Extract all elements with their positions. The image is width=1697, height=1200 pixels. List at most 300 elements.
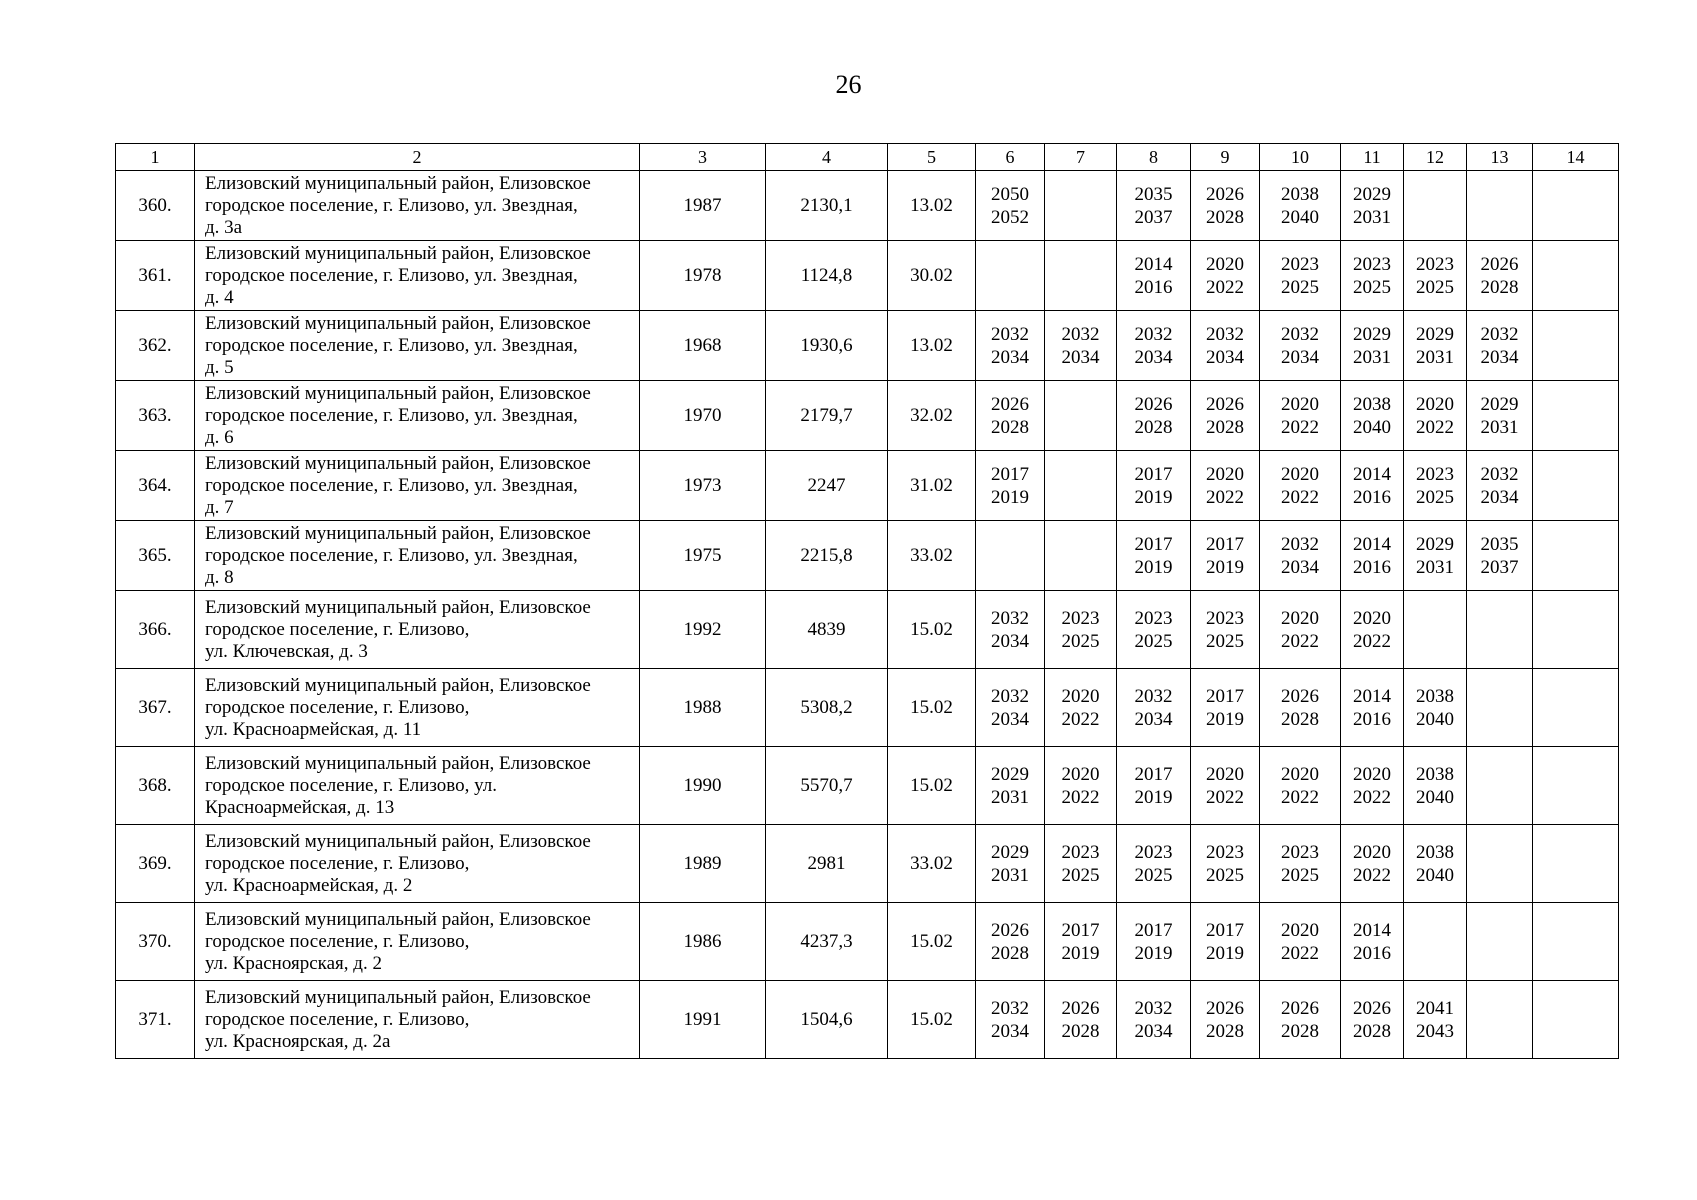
- period-start-year: 2014: [1353, 463, 1391, 485]
- column-header: 10: [1260, 144, 1341, 171]
- period-start-year: 2020: [1416, 393, 1454, 415]
- period-years: [1481, 393, 1519, 439]
- period-cell: [1191, 311, 1260, 381]
- period-end-year: 2019: [1134, 556, 1173, 578]
- code-cell: 13.02: [888, 311, 976, 381]
- table-row: [116, 171, 1619, 241]
- period-years: [1135, 533, 1173, 579]
- period-years: [1353, 919, 1391, 965]
- row-number-cell: 362.: [116, 311, 195, 381]
- area-cell: 5308,2: [766, 669, 888, 747]
- period-cell: [1117, 521, 1191, 591]
- period-cell: [1117, 981, 1191, 1059]
- period-years: [1062, 919, 1100, 965]
- period-cell: [1341, 825, 1404, 903]
- period-end-year: 2028: [1281, 708, 1319, 730]
- period-start-year: 2038: [1281, 183, 1319, 205]
- period-cell: [1341, 451, 1404, 521]
- period-years: [1206, 841, 1244, 887]
- period-start-year: 2017: [1206, 919, 1244, 941]
- period-years: [1416, 463, 1454, 509]
- period-start-year: 2032: [991, 997, 1029, 1019]
- period-start-year: 2017: [1134, 533, 1173, 555]
- address-line: Елизовский муниципальный район, Елизовское: [205, 596, 591, 618]
- year-built-cell: 1970: [640, 381, 766, 451]
- period-years: [1416, 253, 1454, 299]
- row-number-cell: 367.: [116, 669, 195, 747]
- period-end-year: 2019: [1206, 556, 1244, 578]
- period-end-year: 2019: [1134, 942, 1173, 964]
- period-years: [1481, 323, 1519, 369]
- period-start-year: 2026: [1061, 997, 1100, 1019]
- period-start-year: 2020: [1281, 607, 1319, 629]
- address-cell: [195, 521, 640, 591]
- period-cell: [1260, 171, 1341, 241]
- period-years: [1481, 533, 1519, 579]
- period-cell: [1045, 903, 1117, 981]
- code-cell: 15.02: [888, 981, 976, 1059]
- period-start-year: 2032: [991, 607, 1029, 629]
- period-end-year: 2034: [991, 708, 1029, 730]
- period-cell: [1467, 381, 1533, 451]
- period-years: [1281, 685, 1319, 731]
- year-built-cell: 1986: [640, 903, 766, 981]
- period-cell: [1533, 669, 1619, 747]
- period-years: [1481, 253, 1519, 299]
- period-cell: [1341, 669, 1404, 747]
- period-start-year: 2026: [1134, 393, 1173, 415]
- period-end-year: 2031: [1353, 346, 1391, 368]
- code-cell: 13.02: [888, 171, 976, 241]
- period-start-year: 2023: [1281, 253, 1319, 275]
- period-end-year: 2022: [1281, 786, 1319, 808]
- period-end-year: 2025: [1206, 864, 1244, 886]
- period-cell: [1045, 311, 1117, 381]
- period-start-year: 2038: [1416, 841, 1454, 863]
- address-cell: [195, 825, 640, 903]
- column-header: 3: [640, 144, 766, 171]
- period-start-year: 2023: [1134, 841, 1173, 863]
- address-line: городское поселение, г. Елизово,: [205, 618, 470, 640]
- period-start-year: 2035: [1134, 183, 1173, 205]
- column-header: 9: [1191, 144, 1260, 171]
- period-start-year: 2026: [1281, 685, 1319, 707]
- period-cell: [1404, 311, 1467, 381]
- area-cell: 2215,8: [766, 521, 888, 591]
- row-number-cell: 369.: [116, 825, 195, 903]
- period-end-year: 2019: [1206, 708, 1244, 730]
- address-line: д. 5: [205, 356, 234, 378]
- period-cell: [976, 451, 1045, 521]
- column-header: 4: [766, 144, 888, 171]
- period-end-year: 2034: [1281, 556, 1319, 578]
- period-start-year: 2020: [1281, 919, 1319, 941]
- area-cell: 2130,1: [766, 171, 888, 241]
- period-cell: [1467, 903, 1533, 981]
- address-line: д. 4: [205, 286, 234, 308]
- period-cell: [1341, 381, 1404, 451]
- period-years: [1416, 323, 1454, 369]
- period-years: [1281, 533, 1319, 579]
- period-start-year: 2026: [991, 393, 1029, 415]
- period-years: [1353, 533, 1391, 579]
- period-end-year: 2028: [1206, 206, 1244, 228]
- period-years: [1135, 997, 1173, 1043]
- period-end-year: 2034: [1206, 346, 1244, 368]
- period-cell: [1404, 669, 1467, 747]
- period-start-year: 2029: [1416, 533, 1454, 555]
- period-end-year: 2028: [991, 416, 1029, 438]
- period-years: [1281, 919, 1319, 965]
- period-end-year: 2022: [1206, 786, 1244, 808]
- period-cell: [976, 241, 1045, 311]
- year-built-cell: 1989: [640, 825, 766, 903]
- period-cell: [1260, 311, 1341, 381]
- period-years: [1135, 323, 1173, 369]
- year-built-cell: 1987: [640, 171, 766, 241]
- table-row: [116, 903, 1619, 981]
- period-cell: [1533, 311, 1619, 381]
- period-cell: [1404, 171, 1467, 241]
- period-end-year: 2016: [1353, 942, 1391, 964]
- period-end-year: 2016: [1134, 276, 1173, 298]
- period-start-year: 2023: [1061, 841, 1100, 863]
- period-start-year: 2020: [1281, 463, 1319, 485]
- period-start-year: 2017: [1206, 533, 1244, 555]
- address-line: ул. Красноярская, д. 2: [205, 952, 382, 974]
- period-cell: [1260, 903, 1341, 981]
- period-years: [1135, 607, 1173, 653]
- period-end-year: 2034: [1134, 1020, 1173, 1042]
- period-start-year: 2029: [1353, 183, 1391, 205]
- period-cell: [1341, 747, 1404, 825]
- period-end-year: 2025: [1416, 486, 1454, 508]
- address-cell: [195, 981, 640, 1059]
- period-cell: [1404, 747, 1467, 825]
- period-start-year: 2020: [1281, 393, 1319, 415]
- column-header: 11: [1341, 144, 1404, 171]
- period-cell: [1467, 747, 1533, 825]
- period-end-year: 2025: [1416, 276, 1454, 298]
- period-years: [1353, 253, 1391, 299]
- period-start-year: 2017: [1134, 919, 1173, 941]
- period-end-year: 2022: [1206, 486, 1244, 508]
- period-years: [1062, 323, 1100, 369]
- period-start-year: 2038: [1416, 763, 1454, 785]
- period-end-year: 2022: [1353, 630, 1391, 652]
- period-years: [1206, 533, 1244, 579]
- period-end-year: 2025: [1281, 864, 1319, 886]
- address-line: городское поселение, г. Елизово, ул. Звездная,: [205, 264, 578, 286]
- period-years: [1281, 841, 1319, 887]
- period-cell: [1341, 311, 1404, 381]
- period-start-year: 2029: [1353, 323, 1391, 345]
- period-start-year: 2017: [1061, 919, 1100, 941]
- area-cell: 2179,7: [766, 381, 888, 451]
- period-cell: [1533, 747, 1619, 825]
- address-cell: [195, 591, 640, 669]
- table-row: [116, 381, 1619, 451]
- period-cell: [1191, 825, 1260, 903]
- period-cell: [976, 903, 1045, 981]
- table-row: [116, 747, 1619, 825]
- period-end-year: 2022: [1416, 416, 1454, 438]
- period-cell: [1467, 451, 1533, 521]
- period-cell: [1467, 825, 1533, 903]
- period-start-year: 2017: [1134, 763, 1173, 785]
- period-start-year: 2032: [1480, 463, 1519, 485]
- address-line: Елизовский муниципальный район, Елизовское: [205, 674, 591, 696]
- address-line: д. 3а: [205, 216, 243, 238]
- period-end-year: 2019: [1134, 786, 1173, 808]
- period-start-year: 2023: [1416, 463, 1454, 485]
- period-start-year: 2032: [1134, 997, 1173, 1019]
- period-start-year: 2026: [1480, 253, 1519, 275]
- period-years: [1281, 763, 1319, 809]
- period-end-year: 2040: [1416, 786, 1454, 808]
- period-start-year: 2035: [1480, 533, 1519, 555]
- period-cell: [1341, 241, 1404, 311]
- period-years: [1416, 997, 1454, 1043]
- period-end-year: 2031: [1353, 206, 1391, 228]
- code-cell: 15.02: [888, 669, 976, 747]
- address-line: Красноармейская, д. 13: [205, 796, 395, 818]
- period-end-year: 2019: [1206, 942, 1244, 964]
- period-years: [1353, 607, 1391, 653]
- period-start-year: 2023: [1061, 607, 1100, 629]
- period-start-year: 2026: [1353, 997, 1391, 1019]
- period-cell: [1117, 591, 1191, 669]
- period-cell: [1191, 241, 1260, 311]
- period-cell: [1260, 381, 1341, 451]
- period-end-year: 2031: [1480, 416, 1519, 438]
- period-cell: [1191, 981, 1260, 1059]
- period-cell: [1404, 903, 1467, 981]
- period-years: [1062, 841, 1100, 887]
- column-header: 5: [888, 144, 976, 171]
- period-start-year: 2014: [1353, 919, 1391, 941]
- period-years: [991, 763, 1029, 809]
- period-end-year: 2025: [1206, 630, 1244, 652]
- period-end-year: 2025: [1061, 864, 1100, 886]
- period-cell: [1045, 825, 1117, 903]
- period-cell: [1404, 521, 1467, 591]
- period-years: [1353, 763, 1391, 809]
- period-start-year: 2026: [1206, 183, 1244, 205]
- period-cell: [1191, 171, 1260, 241]
- period-start-year: 2029: [991, 841, 1029, 863]
- period-end-year: 2052: [991, 206, 1029, 228]
- period-cell: [1045, 747, 1117, 825]
- period-end-year: 2031: [1416, 556, 1454, 578]
- address-line: городское поселение, г. Елизово, ул. Звездная,: [205, 474, 578, 496]
- address-cell: [195, 381, 640, 451]
- period-years: [1481, 463, 1519, 509]
- period-end-year: 2025: [1134, 630, 1173, 652]
- period-cell: [1117, 451, 1191, 521]
- period-end-year: 2025: [1061, 630, 1100, 652]
- area-cell: 5570,7: [766, 747, 888, 825]
- code-cell: 33.02: [888, 521, 976, 591]
- period-end-year: 2040: [1281, 206, 1319, 228]
- period-end-year: 2016: [1353, 708, 1391, 730]
- period-cell: [1117, 381, 1191, 451]
- period-years: [991, 919, 1029, 965]
- period-cell: [1341, 521, 1404, 591]
- period-years: [1281, 323, 1319, 369]
- period-cell: [1533, 451, 1619, 521]
- period-end-year: 2034: [991, 630, 1029, 652]
- address-line: городское поселение, г. Елизово, ул. Звездная,: [205, 544, 578, 566]
- period-years: [991, 183, 1029, 229]
- period-cell: [1045, 591, 1117, 669]
- period-end-year: 2037: [1480, 556, 1519, 578]
- period-end-year: 2028: [1281, 1020, 1319, 1042]
- period-start-year: 2020: [1206, 253, 1244, 275]
- address-line: Елизовский муниципальный район, Елизовское: [205, 908, 591, 930]
- year-built-cell: 1988: [640, 669, 766, 747]
- period-years: [991, 323, 1029, 369]
- address-line: Елизовский муниципальный район, Елизовское: [205, 172, 591, 194]
- period-cell: [1045, 241, 1117, 311]
- period-years: [1135, 183, 1173, 229]
- register-table: [115, 143, 1619, 1059]
- period-cell: [1467, 311, 1533, 381]
- period-end-year: 2028: [1353, 1020, 1391, 1042]
- table-row: [116, 825, 1619, 903]
- period-cell: [1260, 521, 1341, 591]
- period-end-year: 2043: [1416, 1020, 1454, 1042]
- address-line: городское поселение, г. Елизово, ул. Звездная,: [205, 334, 578, 356]
- period-years: [1416, 763, 1454, 809]
- period-years: [1353, 997, 1391, 1043]
- table-row: [116, 311, 1619, 381]
- column-header: 8: [1117, 144, 1191, 171]
- address-line: Елизовский муниципальный район, Елизовское: [205, 522, 591, 544]
- period-end-year: 2028: [1061, 1020, 1100, 1042]
- period-cell: [1404, 825, 1467, 903]
- period-end-year: 2028: [1206, 416, 1244, 438]
- period-years: [991, 393, 1029, 439]
- period-end-year: 2019: [991, 486, 1029, 508]
- period-cell: [1117, 241, 1191, 311]
- period-end-year: 2022: [1281, 630, 1319, 652]
- period-cell: [1341, 591, 1404, 669]
- period-cell: [1191, 903, 1260, 981]
- period-end-year: 2025: [1281, 276, 1319, 298]
- period-start-year: 2014: [1134, 253, 1173, 275]
- address-line: д. 7: [205, 496, 234, 518]
- period-start-year: 2041: [1416, 997, 1454, 1019]
- address-line: ул. Красноярская, д. 2а: [205, 1030, 391, 1052]
- period-years: [1135, 919, 1173, 965]
- period-end-year: 2022: [1061, 708, 1100, 730]
- table-row: [116, 981, 1619, 1059]
- period-start-year: 2038: [1416, 685, 1454, 707]
- period-end-year: 2034: [1061, 346, 1100, 368]
- period-cell: [1045, 521, 1117, 591]
- period-years: [1353, 183, 1391, 229]
- period-cell: [1260, 241, 1341, 311]
- period-cell: [1533, 381, 1619, 451]
- year-built-cell: 1978: [640, 241, 766, 311]
- period-years: [1416, 841, 1454, 887]
- period-end-year: 2034: [1480, 346, 1519, 368]
- period-end-year: 2037: [1134, 206, 1173, 228]
- table-header-row: [116, 144, 1619, 171]
- period-end-year: 2040: [1416, 708, 1454, 730]
- address-line: Елизовский муниципальный район, Елизовское: [205, 312, 591, 334]
- period-start-year: 2029: [991, 763, 1029, 785]
- address-line: д. 8: [205, 566, 234, 588]
- period-years: [1281, 607, 1319, 653]
- period-end-year: 2028: [1480, 276, 1519, 298]
- column-header: 12: [1404, 144, 1467, 171]
- period-cell: [1260, 669, 1341, 747]
- table-body: [116, 171, 1619, 1059]
- column-header: 13: [1467, 144, 1533, 171]
- period-start-year: 2020: [1353, 763, 1391, 785]
- period-end-year: 2022: [1281, 416, 1319, 438]
- period-start-year: 2020: [1353, 841, 1391, 863]
- period-years: [1135, 253, 1173, 299]
- period-start-year: 2032: [1134, 685, 1173, 707]
- period-cell: [1045, 981, 1117, 1059]
- year-built-cell: 1992: [640, 591, 766, 669]
- period-end-year: 2022: [1061, 786, 1100, 808]
- row-number-cell: 363.: [116, 381, 195, 451]
- period-years: [1135, 463, 1173, 509]
- year-built-cell: 1991: [640, 981, 766, 1059]
- period-end-year: 2022: [1281, 942, 1319, 964]
- period-end-year: 2040: [1416, 864, 1454, 886]
- period-years: [1135, 685, 1173, 731]
- period-years: [1206, 463, 1244, 509]
- period-start-year: 2020: [1061, 763, 1100, 785]
- period-end-year: 2022: [1353, 864, 1391, 886]
- column-header: 7: [1045, 144, 1117, 171]
- address-line: городское поселение, г. Елизово, ул. Звездная,: [205, 194, 578, 216]
- period-cell: [976, 521, 1045, 591]
- area-cell: 1504,6: [766, 981, 888, 1059]
- period-years: [1353, 685, 1391, 731]
- address-line: городское поселение, г. Елизово,: [205, 696, 470, 718]
- period-cell: [1467, 981, 1533, 1059]
- period-end-year: 2034: [991, 346, 1029, 368]
- column-header: 2: [195, 144, 640, 171]
- period-end-year: 2022: [1281, 486, 1319, 508]
- period-years: [1206, 607, 1244, 653]
- period-cell: [1191, 591, 1260, 669]
- period-start-year: 2023: [1281, 841, 1319, 863]
- period-cell: [1533, 171, 1619, 241]
- row-number-cell: 370.: [116, 903, 195, 981]
- period-years: [1416, 393, 1454, 439]
- address-line: ул. Красноармейская, д. 11: [205, 718, 422, 740]
- period-cell: [1533, 591, 1619, 669]
- code-cell: 33.02: [888, 825, 976, 903]
- period-cell: [976, 381, 1045, 451]
- row-number-cell: 365.: [116, 521, 195, 591]
- page-number: 26: [835, 70, 862, 99]
- period-years: [1206, 253, 1244, 299]
- period-start-year: 2032: [1480, 323, 1519, 345]
- period-cell: [1117, 903, 1191, 981]
- period-cell: [1191, 521, 1260, 591]
- period-years: [1206, 997, 1244, 1043]
- address-line: Елизовский муниципальный район, Елизовское: [205, 752, 591, 774]
- period-cell: [976, 747, 1045, 825]
